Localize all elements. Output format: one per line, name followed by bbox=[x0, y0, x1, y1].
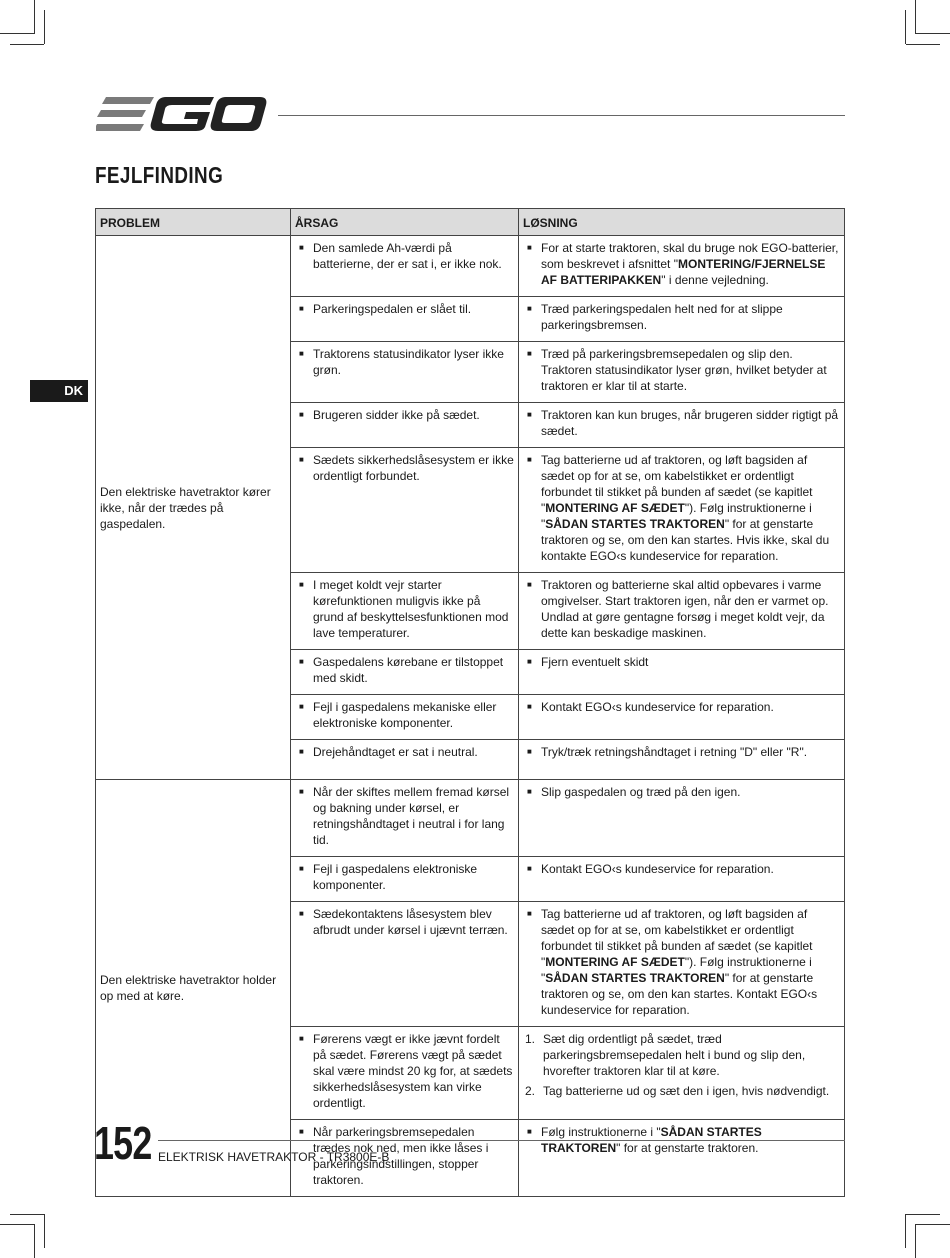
solution-cell bbox=[519, 902, 845, 1027]
bullet-square-icon: ■ bbox=[299, 1034, 304, 1043]
crop-mark bbox=[915, 0, 916, 34]
bullet-square-icon: ■ bbox=[527, 455, 532, 464]
crop-mark bbox=[916, 33, 950, 34]
solution-cell bbox=[519, 236, 845, 297]
solution-text: Træd parkeringspedalen helt ned for at slippe parkeringsbremsen. bbox=[541, 302, 783, 332]
crop-mark bbox=[0, 1224, 34, 1225]
cause-cell bbox=[291, 297, 519, 342]
solution-text: Tag batterierne ud af traktoren, og løft bagsiden af sædet op for at se, om kabelstikket er ordentligt forbundet til stikket på bunden af sædet (se kapitlet "MONTERING AF SÆDET"). Følg instruktionerne i "SÅDAN STARTES TRAKTOREN" for at genstarte traktoren og se, om den kan startes. Hvis ikke, skal du kontakte EGO‹s kundeservice for reparation. bbox=[541, 453, 830, 563]
cause-text: Når parkeringsbremsepedalen trædes nok ned, men ikke låses i parkeringsindstillingen, stopper traktoren. bbox=[313, 1125, 489, 1187]
cause-cell bbox=[291, 342, 519, 403]
problem-cell: Den elektriske havetraktor holder op med at køre. bbox=[96, 780, 291, 1197]
solution-text: Tryk/træk retningshåndtaget i retning "D" eller "R". bbox=[541, 745, 808, 759]
bullet-square-icon: ■ bbox=[527, 1127, 532, 1136]
solution-text: For at starte traktoren, skal du bruge nok EGO-batterier, som beskrevet i afsnittet "MONTERING/FJERNELSE AF BATTERIPAKKEN" i denne vejledning. bbox=[541, 241, 839, 287]
bullet-square-icon: ■ bbox=[299, 1127, 304, 1136]
crop-mark bbox=[905, 1214, 906, 1248]
solution-step-text: Sæt dig ordentligt på sædet, træd parkeringsbremsepedalen helt i bund og slip den, hvorefter traktoren klar til at køre. bbox=[543, 1032, 806, 1078]
cause-cell bbox=[291, 857, 519, 902]
solution-cell bbox=[519, 448, 845, 573]
bullet-square-icon: ■ bbox=[527, 747, 532, 756]
cause-text: Brugeren sidder ikke på sædet. bbox=[313, 408, 480, 422]
step-number: 2. bbox=[525, 1084, 536, 1098]
table-row bbox=[96, 780, 845, 857]
bullet-square-icon: ■ bbox=[299, 410, 304, 419]
solution-text: Slip gaspedalen og træd på den igen. bbox=[541, 785, 741, 799]
solution-cell bbox=[519, 650, 845, 695]
cause-text: Fejl i gaspedalens elektroniske komponenter. bbox=[313, 862, 478, 892]
solution-cell bbox=[519, 1120, 845, 1197]
cause-text: Når der skiftes mellem fremad kørsel og bakning under kørsel, er retningshåndtaget i neutral i for lang tid. bbox=[313, 785, 510, 847]
cause-cell bbox=[291, 1027, 519, 1120]
cause-cell bbox=[291, 695, 519, 740]
cause-cell bbox=[291, 740, 519, 780]
footer-text: ELEKTRISK HAVETRAKTOR - TR3800E-B bbox=[158, 1150, 390, 1164]
crop-mark bbox=[916, 1224, 950, 1225]
solution-text: Følg instruktionerne i "SÅDAN STARTES TRAKTOREN" for at genstarte traktoren. bbox=[541, 1125, 762, 1155]
bullet-square-icon: ■ bbox=[527, 702, 532, 711]
cause-text: Gaspedalens kørebane er tilstoppet med skidt. bbox=[313, 655, 504, 685]
bullet-square-icon: ■ bbox=[527, 410, 532, 419]
bullet-square-icon: ■ bbox=[527, 909, 532, 918]
header-rule bbox=[278, 115, 845, 116]
cause-cell bbox=[291, 902, 519, 1027]
bullet-square-icon: ■ bbox=[527, 657, 532, 666]
language-tab: DK bbox=[30, 380, 88, 402]
cause-cell bbox=[291, 780, 519, 857]
crop-mark bbox=[10, 1214, 44, 1215]
bullet-square-icon: ■ bbox=[299, 304, 304, 313]
bullet-square-icon: ■ bbox=[527, 304, 532, 313]
step-number: 1. bbox=[525, 1032, 536, 1046]
cause-text: Sædets sikkerhedslåsesystem er ikke ordentligt forbundet. bbox=[313, 453, 514, 483]
crop-mark bbox=[905, 10, 906, 44]
solution-cell bbox=[519, 403, 845, 448]
crop-mark bbox=[915, 1224, 916, 1258]
solution-cell bbox=[519, 573, 845, 650]
solution-cell bbox=[519, 297, 845, 342]
crop-mark bbox=[34, 0, 35, 34]
cause-cell bbox=[291, 236, 519, 297]
solution-cell bbox=[519, 1027, 845, 1120]
solution-step-text: Tag batterierne ud og sæt den i igen, hvis nødvendigt. bbox=[543, 1084, 830, 1098]
solution-text: Kontakt EGO‹s kundeservice for reparation. bbox=[541, 862, 774, 876]
solution-text: Traktoren og batterierne skal altid opbevares i varme omgivelser. Start traktoren igen, når den er varmet op. Undlad at gøre gentagne forsøg i meget koldt vejr, da dette kan beskadige maskinen. bbox=[541, 578, 829, 640]
footer-rule bbox=[158, 1140, 845, 1141]
page-title: FEJLFINDING bbox=[95, 162, 224, 188]
page-number: 152 bbox=[94, 1117, 152, 1169]
solution-text: Kontakt EGO‹s kundeservice for reparation. bbox=[541, 700, 774, 714]
bullet-square-icon: ■ bbox=[299, 455, 304, 464]
solution-cell bbox=[519, 740, 845, 780]
crop-mark bbox=[906, 1214, 940, 1215]
header-cause: ÅRSAG bbox=[291, 209, 519, 236]
solution-text: Tag batterierne ud af traktoren, og løft bagsiden af sædet op for at se, om kabelstikket er ordentligt forbundet til stikket på bunden af sædet (se kapitlet "MONTERING AF SÆDET"). Følg instruktionerne i "SÅDAN STARTES TRAKTOREN" for at genstarte traktoren og se, om den kan startes. Kontakt EGO‹s kundeservice for reparation. bbox=[541, 907, 818, 1017]
bullet-square-icon: ■ bbox=[299, 349, 304, 358]
solution-cell bbox=[519, 342, 845, 403]
solution-cell bbox=[519, 780, 845, 857]
solution-cell bbox=[519, 857, 845, 902]
table-header-row bbox=[96, 209, 845, 236]
bullet-square-icon: ■ bbox=[299, 243, 304, 252]
crop-mark bbox=[44, 10, 45, 44]
crop-mark bbox=[0, 33, 34, 34]
bullet-square-icon: ■ bbox=[299, 864, 304, 873]
table-row bbox=[96, 236, 845, 297]
bullet-square-icon: ■ bbox=[527, 787, 532, 796]
bullet-square-icon: ■ bbox=[299, 787, 304, 796]
bullet-square-icon: ■ bbox=[299, 657, 304, 666]
bullet-square-icon: ■ bbox=[527, 349, 532, 358]
crop-mark bbox=[10, 44, 44, 45]
cause-cell bbox=[291, 650, 519, 695]
solution-text: Træd på parkeringsbremsepedalen og slip den. Traktoren statusindikator lyser grøn, hvilket betyder at traktoren er klar til at starte. bbox=[541, 347, 827, 393]
cause-cell bbox=[291, 403, 519, 448]
crop-mark bbox=[906, 44, 940, 45]
bullet-square-icon: ■ bbox=[527, 864, 532, 873]
solution-cell bbox=[519, 695, 845, 740]
bullet-square-icon: ■ bbox=[299, 909, 304, 918]
bullet-square-icon: ■ bbox=[299, 747, 304, 756]
crop-mark bbox=[44, 1214, 45, 1248]
troubleshooting-table bbox=[95, 208, 845, 1197]
solution-text: Fjern eventuelt skidt bbox=[541, 655, 649, 669]
ego-logo bbox=[96, 95, 268, 133]
cause-text: Drejehåndtaget er sat i neutral. bbox=[313, 745, 478, 759]
cause-cell bbox=[291, 448, 519, 573]
cause-text: Traktorens statusindikator lyser ikke grøn. bbox=[313, 347, 504, 377]
cause-text: Førerens vægt er ikke jævnt fordelt på sædet. Førerens vægt på sædet skal være mindst 20 kg for, at sædets sikkerhedslåsesystem kan virke ordentligt. bbox=[313, 1032, 513, 1110]
bullet-square-icon: ■ bbox=[299, 580, 304, 589]
header-problem: PROBLEM bbox=[96, 209, 291, 236]
solution-text: Traktoren kan kun bruges, når brugeren sidder rigtigt på sædet. bbox=[541, 408, 839, 438]
cause-text: Den samlede Ah-værdi på batterierne, der er sat i, er ikke nok. bbox=[313, 241, 502, 271]
header-solution: LØSNING bbox=[519, 209, 845, 236]
cause-text: I meget koldt vejr starter kørefunktionen muligvis ikke på grund af beskyttelsesfunktionen mod lave temperaturer. bbox=[313, 578, 509, 640]
cause-text: Parkeringspedalen er slået til. bbox=[313, 302, 472, 316]
cause-text: Sædekontaktens låsesystem blev afbrudt under kørsel i ujævnt terræn. bbox=[313, 907, 508, 937]
problem-cell: Den elektriske havetraktor kører ikke, når der trædes på gaspedalen. bbox=[96, 236, 291, 780]
bullet-square-icon: ■ bbox=[299, 702, 304, 711]
cause-cell bbox=[291, 573, 519, 650]
bullet-square-icon: ■ bbox=[527, 580, 532, 589]
crop-mark bbox=[34, 1224, 35, 1258]
table-body bbox=[96, 236, 845, 1197]
cause-text: Fejl i gaspedalens mekaniske eller elektroniske komponenter. bbox=[313, 700, 497, 730]
bullet-square-icon: ■ bbox=[527, 243, 532, 252]
